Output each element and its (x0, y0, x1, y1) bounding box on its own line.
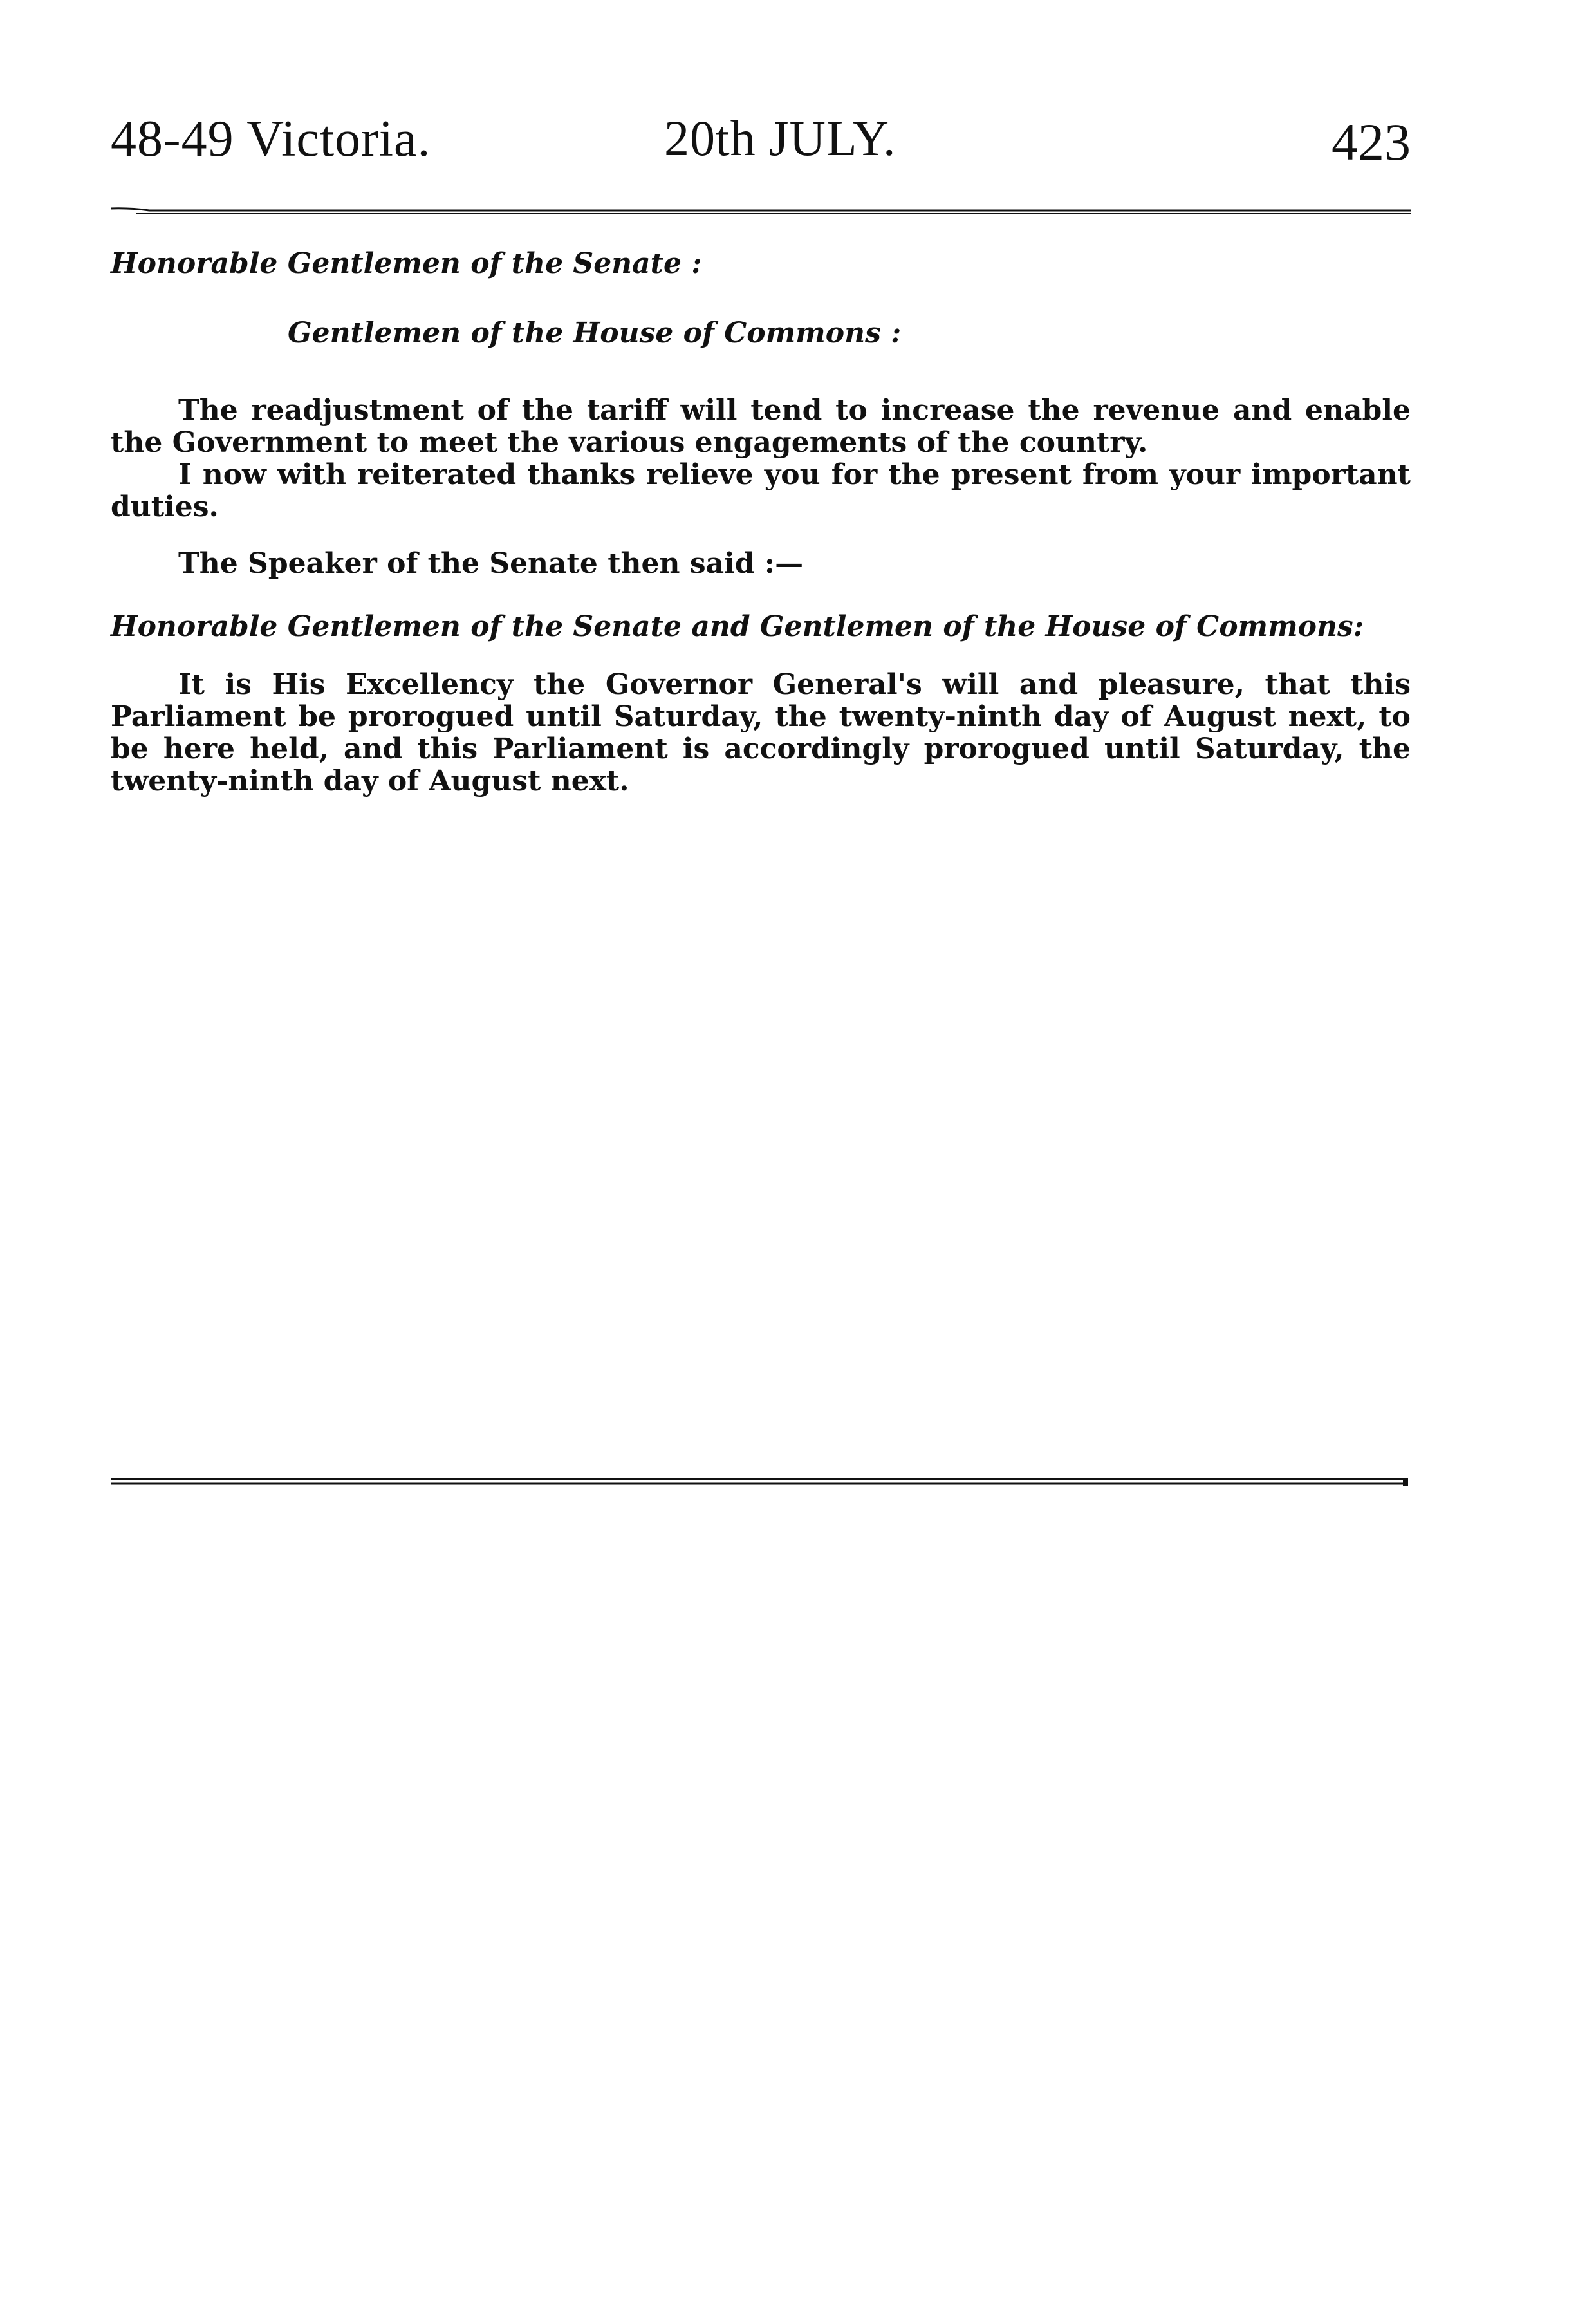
salutation-senate: Honorable Gentlemen of the Senate : (111, 247, 702, 280)
salutation-both-houses: Honorable Gentlemen of the Senate and Gentlemen of the House of Commons: (111, 610, 1364, 643)
salutation-commons: Gentlemen of the House of Commons : (288, 317, 902, 350)
regnal-years: 48-49 Victoria. (111, 111, 431, 167)
speaker-statement: The Speaker of the Senate then said :— (178, 547, 804, 580)
paragraph-relieve: I now with reiterated thanks relieve you for the present from your important duties. (111, 458, 1411, 523)
paragraph-prorogation: It is His Excellency the Governor General's will and pleasure, that this Parliament be prorogued until Saturday, the twenty-ninth day of August next, to be here held, and this Parliament is accordingly prorogued until Saturday, the twenty-ninth day of August next. (111, 668, 1411, 797)
closing-double-rule (111, 1477, 1411, 1486)
page-header (111, 109, 1411, 180)
paragraph-tariff: The readjustment of the tariff will tend to increase the revenue and enable the Government to meet the various engagements of the country. (111, 394, 1411, 459)
page-number: 423 (1332, 113, 1411, 171)
header-double-rule (111, 207, 1411, 215)
page-body (111, 248, 1411, 797)
page-date: 20th JULY. (664, 110, 896, 166)
